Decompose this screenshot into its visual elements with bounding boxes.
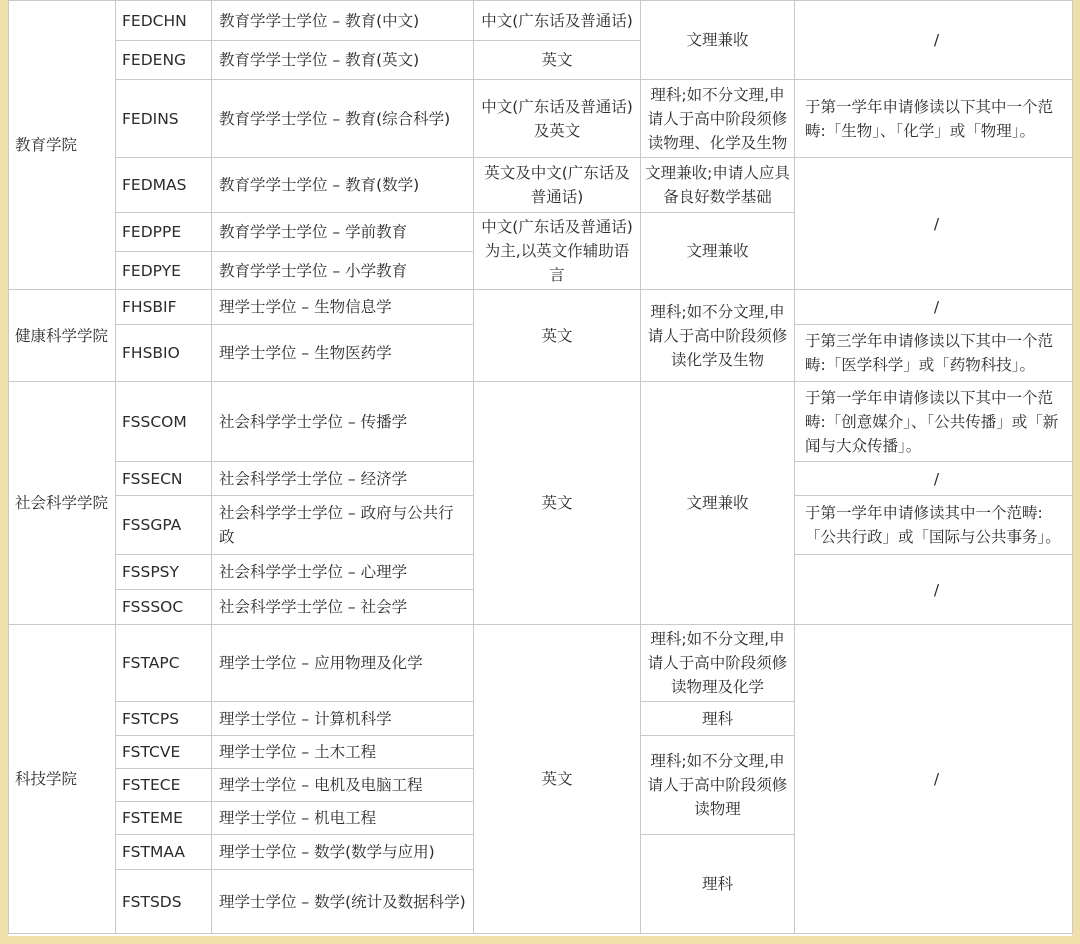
- language-cell: 中文(广东话及普通话): [474, 1, 641, 41]
- remark-cell: /: [795, 625, 1073, 934]
- language-cell: 英文: [474, 41, 641, 80]
- table-row: [9, 80, 1073, 158]
- requirement-cell: 理科;如不分文理,申请人于高中阶段须修读化学及生物: [641, 290, 795, 382]
- degree-cell: 理学士学位 – 应用物理及化学: [212, 625, 474, 702]
- remark-cell: /: [795, 1, 1073, 80]
- code-cell: FSTCVE: [116, 736, 212, 769]
- code-cell: FSSSOC: [116, 590, 212, 625]
- requirement-cell: 理科: [641, 702, 795, 736]
- degree-cell: 社会科学学士学位 – 传播学: [212, 382, 474, 462]
- remark-cell: /: [795, 462, 1073, 496]
- code-cell: FEDPPE: [116, 213, 212, 252]
- language-cell: 英文: [474, 382, 641, 625]
- degree-cell: 理学士学位 – 土木工程: [212, 736, 474, 769]
- code-cell: FEDCHN: [116, 1, 212, 41]
- admission-table-container: [8, 0, 1072, 936]
- code-cell: FSTMAA: [116, 835, 212, 870]
- faculty-cell: 教育学院: [9, 1, 116, 290]
- requirement-cell: 理科: [641, 835, 795, 934]
- code-cell: FSSGPA: [116, 496, 212, 555]
- remark-cell: /: [795, 158, 1073, 290]
- degree-cell: 理学士学位 – 计算机科学: [212, 702, 474, 736]
- degree-cell: 社会科学学士学位 – 政府与公共行政: [212, 496, 474, 555]
- code-cell: FSSCOM: [116, 382, 212, 462]
- language-cell: 英文及中文(广东话及普通话): [474, 158, 641, 213]
- requirement-cell: 理科;如不分文理,申请人于高中阶段须修读物理及化学: [641, 625, 795, 702]
- degree-cell: 教育学学士学位 – 教育(综合科学): [212, 80, 474, 158]
- degree-cell: 社会科学学士学位 – 心理学: [212, 555, 474, 590]
- degree-cell: 教育学学士学位 – 教育(数学): [212, 158, 474, 213]
- remark-cell: 于第一学年申请修读其中一个范畴:「公共行政」或「国际与公共事务」。: [795, 496, 1073, 555]
- table-row: [9, 625, 1073, 702]
- code-cell: FSSPSY: [116, 555, 212, 590]
- code-cell: FEDMAS: [116, 158, 212, 213]
- code-cell: FEDENG: [116, 41, 212, 80]
- code-cell: FSSECN: [116, 462, 212, 496]
- faculty-cell: 社会科学学院: [9, 382, 116, 625]
- language-cell: 中文(广东话及普通话)及英文: [474, 80, 641, 158]
- degree-cell: 教育学学士学位 – 教育(中文): [212, 1, 474, 41]
- language-cell: 中文(广东话及普通话)为主,以英文作辅助语言: [474, 213, 641, 290]
- degree-cell: 社会科学学士学位 – 经济学: [212, 462, 474, 496]
- requirement-cell: 理科;如不分文理,申请人于高中阶段须修读物理、化学及生物: [641, 80, 795, 158]
- requirement-cell: 文理兼收: [641, 1, 795, 80]
- code-cell: FSTECE: [116, 769, 212, 802]
- code-cell: FHSBIF: [116, 290, 212, 325]
- remark-cell: 于第三学年申请修读以下其中一个范畴:「医学科学」或「药物科技」。: [795, 325, 1073, 382]
- degree-cell: 理学士学位 – 生物医药学: [212, 325, 474, 382]
- remark-cell: 于第一学年申请修读以下其中一个范畴:「生物」、「化学」或「物理」。: [795, 80, 1073, 158]
- remark-cell: 于第一学年申请修读以下其中一个范畴:「创意媒介」、「公共传播」或「新闻与大众传播」。: [795, 382, 1073, 462]
- table-row: [9, 290, 1073, 325]
- table-row: [9, 382, 1073, 462]
- degree-cell: 教育学学士学位 – 小学教育: [212, 252, 474, 290]
- requirement-cell: 理科;如不分文理,申请人于高中阶段须修读物理: [641, 736, 795, 835]
- requirement-cell: 文理兼收: [641, 382, 795, 625]
- remark-cell: /: [795, 555, 1073, 625]
- code-cell: FSTAPC: [116, 625, 212, 702]
- programme-table: [8, 0, 1073, 934]
- code-cell: FSTSDS: [116, 870, 212, 934]
- degree-cell: 理学士学位 – 机电工程: [212, 802, 474, 835]
- degree-cell: 社会科学学士学位 – 社会学: [212, 590, 474, 625]
- faculty-cell: 科技学院: [9, 625, 116, 934]
- code-cell: FHSBIO: [116, 325, 212, 382]
- degree-cell: 教育学学士学位 – 学前教育: [212, 213, 474, 252]
- language-cell: 英文: [474, 625, 641, 934]
- table-row: [9, 1, 1073, 41]
- degree-cell: 理学士学位 – 电机及电脑工程: [212, 769, 474, 802]
- code-cell: FSTCPS: [116, 702, 212, 736]
- language-cell: 英文: [474, 290, 641, 382]
- code-cell: FSTEME: [116, 802, 212, 835]
- code-cell: FEDINS: [116, 80, 212, 158]
- code-cell: FEDPYE: [116, 252, 212, 290]
- faculty-cell: 健康科学学院: [9, 290, 116, 382]
- remark-cell: /: [795, 290, 1073, 325]
- degree-cell: 理学士学位 – 数学(统计及数据科学): [212, 870, 474, 934]
- degree-cell: 教育学学士学位 – 教育(英文): [212, 41, 474, 80]
- requirement-cell: 文理兼收;申请人应具备良好数学基础: [641, 158, 795, 213]
- requirement-cell: 文理兼收: [641, 213, 795, 290]
- degree-cell: 理学士学位 – 数学(数学与应用): [212, 835, 474, 870]
- degree-cell: 理学士学位 – 生物信息学: [212, 290, 474, 325]
- table-row: [9, 158, 1073, 213]
